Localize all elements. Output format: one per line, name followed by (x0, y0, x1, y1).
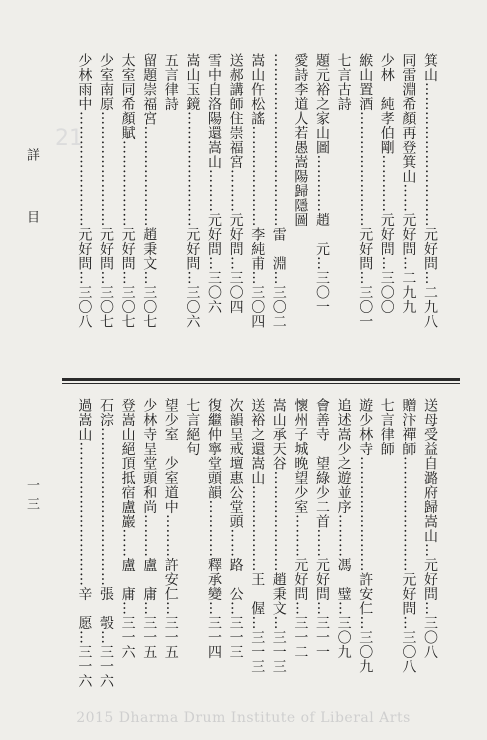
toc-column: 懷州子城晚望少室………元好問…三一二 (292, 398, 309, 659)
toc-column: 七言絕句 (184, 398, 201, 456)
toc-column: 少室南原……………………元好問…三〇七 (98, 53, 114, 329)
toc-column: 太室同希顏賦………………元好問…三〇七 (119, 53, 136, 329)
toc-column: 石淙……………………………張 彀…三一六 (98, 398, 114, 688)
toc-column: 少林雨中……………………元好問…三〇八 (76, 53, 93, 329)
page-number: 一三 (24, 478, 39, 516)
toc-column: 嵩山承天谷…………………趙秉文…三一三 (270, 398, 287, 674)
toc-column: 五言律詩 (162, 53, 179, 111)
toc-column: 登嵩山絕頂抵宿盧巖……盧 庸…三一六 (119, 398, 136, 659)
toc-column: 題元裕之家山圖…………趙 元…三〇一 (314, 53, 330, 314)
toc-column: 過嵩山…………………………辛 愿…三一六 (76, 398, 93, 688)
toc-column: 愛詩李道人若愚嵩陽歸隱圖 (292, 53, 309, 227)
side-label: 詳 目 (24, 148, 39, 241)
toc-column: 少林 純孝伯剛…………元好問…三〇〇 (378, 53, 395, 314)
toc-column: 會善寺 望綠少二首……元好問…三一一 (314, 398, 330, 659)
toc-column: 雪中自洛陽還嵩山………元好問…三〇六 (206, 53, 222, 314)
toc-column: 箕山…………………………元好問…二九八 (422, 53, 438, 329)
toc-column: 復繼仲寧堂頭韻…………釋承變…三一四 (206, 398, 222, 659)
watermark: 2015 Dharma Drum Institute of Liberal Arts (76, 710, 411, 726)
toc-column: 少林寺呈堂頭和尚………盧 庸…三一五 (141, 398, 158, 659)
toc-column: 七言古詩 (335, 53, 352, 111)
toc-column: 緱山置酒……………………元好問…三〇一 (357, 53, 374, 329)
toc-column: 七言律師 (378, 398, 395, 456)
toc-column: 送母受益自潞府歸嵩山…元好問…三〇八 (422, 398, 438, 659)
toc-column: 送郝講師住崇福宮………元好問…三〇四 (227, 53, 244, 314)
toc-column: 送裕之還嵩山………………王 偓…三一三 (249, 398, 266, 674)
toc-column: ………………………………雷 淵…三〇二 (270, 53, 287, 329)
divider-rule (62, 378, 460, 381)
toc-column: 嵩山玉鏡……………………元好問…三〇六 (184, 53, 201, 329)
toc-column: 贈汴禪師……………………元好問…三〇八 (400, 398, 417, 674)
bleed-through-mark: 21 (55, 126, 83, 151)
toc-column: 次韻呈戒壇惠公堂頭……路 公…三一三 (227, 398, 244, 659)
divider-rule-thin (62, 383, 460, 384)
toc-column: 遊少林寺……………………許安仁…三〇九 (357, 398, 374, 674)
toc-column: 同雷淵希顏再登箕山……元好問…二九九 (400, 53, 417, 314)
toc-column: 追述嵩少之遊並序………馮 璧…三〇九 (335, 398, 352, 659)
toc-column: 嵩山仵松謠…………………李純甫…三〇四 (249, 53, 266, 329)
toc-column: 望少室 少室道中………許安仁…三一五 (162, 398, 179, 659)
toc-column: 留題崇福宮…………………趙秉文…三〇七 (141, 53, 158, 329)
